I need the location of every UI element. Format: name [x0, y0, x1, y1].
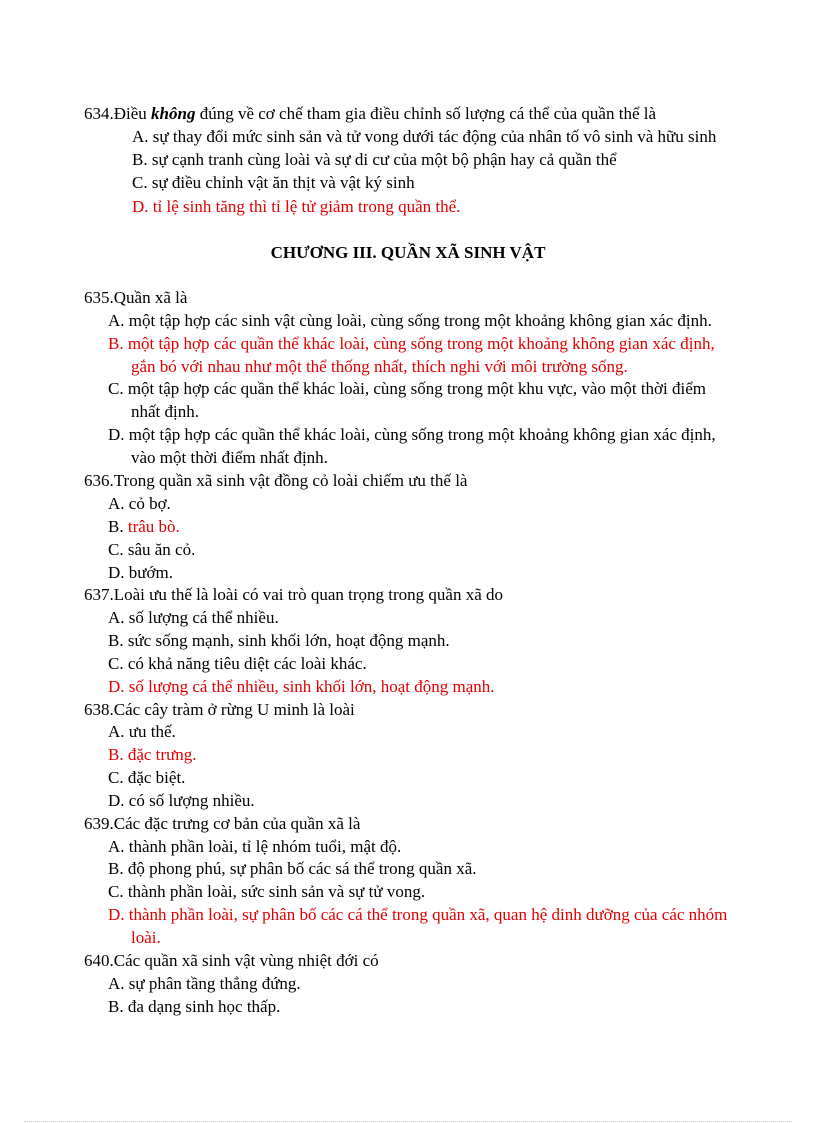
question-638-option-a: A. ưu thế. — [108, 722, 176, 741]
question-634-rest: đúng về cơ chế tham gia điều chỉnh số lượng cá thể của quần thể là — [195, 104, 657, 123]
question-638-option-c: C. đặc biệt. — [108, 768, 186, 787]
question-635-option-c-continued: nhất định. — [131, 402, 199, 421]
question-635-option-b-answer: B. một tập hợp các quần thể khác loài, cùng sống trong một khoảng không gian xác định, — [108, 334, 715, 353]
question-638-option-b-answer: B. đặc trưng. — [108, 745, 197, 764]
question-635-option-b-continued: gắn bó với nhau như một thể thống nhất, thích nghi với môi trường sống. — [131, 357, 628, 376]
question-639-option-c: C. thành phần loài, sức sinh sản và sự tử vong. — [108, 882, 426, 901]
question-639-option-d-answer: D. thành phần loài, sự phân bố các cá thể trong quần xã, quan hệ dinh dưỡng của các nhóm — [108, 905, 728, 924]
question-640-stem: 640.Các quần xã sinh vật vùng nhiệt đới có — [84, 951, 379, 970]
question-634-prefix: 634.Điều — [84, 104, 152, 123]
question-640-option-b: B. đa dạng sinh học thấp. — [108, 997, 281, 1016]
question-636-option-a: A. cỏ bợ. — [108, 494, 171, 513]
question-636-option-b — [108, 516, 180, 538]
page-bottom-dotted-rule — [24, 1121, 792, 1122]
question-640-option-a: A. sự phân tầng thẳng đứng. — [108, 974, 301, 993]
question-636-option-b-label: B. — [108, 517, 128, 536]
question-639-option-b: B. độ phong phú, sự phân bố các sá thể trong quần xã. — [108, 859, 477, 878]
question-639-option-a: A. thành phần loài, tỉ lệ nhóm tuổi, mật độ. — [108, 837, 402, 856]
question-634-stem — [84, 103, 656, 125]
question-638-option-d: D. có số lượng nhiều. — [108, 791, 255, 810]
question-637-option-a: A. số lượng cá thể nhiều. — [108, 608, 279, 627]
question-636-option-c: C. sâu ăn cỏ. — [108, 540, 196, 559]
question-634-option-c: C. sự điều chỉnh vật ăn thịt và vật ký sinh — [132, 173, 415, 192]
question-639-stem: 639.Các đặc trưng cơ bản của quần xã là — [84, 814, 361, 833]
question-635-option-d: D. một tập hợp các quần thể khác loài, cùng sống trong một khoảng không gian xác định, — [108, 425, 716, 444]
question-635-option-c: C. một tập hợp các quần thể khác loài, cùng sống trong một khu vực, vào một thời điểm — [108, 379, 706, 398]
question-637-option-d-answer: D. số lượng cá thể nhiều, sinh khối lớn, hoạt động mạnh. — [108, 677, 495, 696]
question-638-stem: 638.Các cây tràm ở rừng U minh là loài — [84, 700, 355, 719]
question-634-option-a: A. sự thay đổi mức sinh sản và tử vong dưới tác động của nhân tố vô sinh và hữu sinh — [132, 127, 717, 146]
question-635-stem: 635.Quần xã là — [84, 288, 188, 307]
question-634-emphasis: không — [151, 104, 196, 123]
question-636-option-d: D. bướm. — [108, 563, 173, 582]
chapter-title: CHƯƠNG III. QUẦN XÃ SINH VẬT — [270, 243, 546, 262]
question-636-stem: 636.Trong quần xã sinh vật đồng cỏ loài chiếm ưu thế là — [84, 471, 468, 490]
question-635-option-d-continued: vào một thời điểm nhất định. — [131, 448, 328, 467]
question-639-option-d-continued: loài. — [131, 928, 161, 947]
question-636-option-b-answer: trâu bò. — [127, 517, 180, 536]
question-634-option-b: B. sự cạnh tranh cùng loài và sự di cư của một bộ phận hay cả quần thể — [132, 150, 617, 169]
question-637-option-b: B. sức sống mạnh, sinh khối lớn, hoạt động mạnh. — [108, 631, 450, 650]
question-635-option-a: A. một tập hợp các sinh vật cùng loài, cùng sống trong một khoảng không gian xác định. — [108, 311, 712, 330]
question-634-option-d-answer: D. tỉ lệ sinh tăng thì tỉ lệ tử giảm trong quần thể. — [132, 197, 461, 216]
question-637-option-c: C. có khả năng tiêu diệt các loài khác. — [108, 654, 367, 673]
question-637-stem: 637.Loài ưu thế là loài có vai trò quan trọng trong quần xã do — [84, 585, 503, 604]
